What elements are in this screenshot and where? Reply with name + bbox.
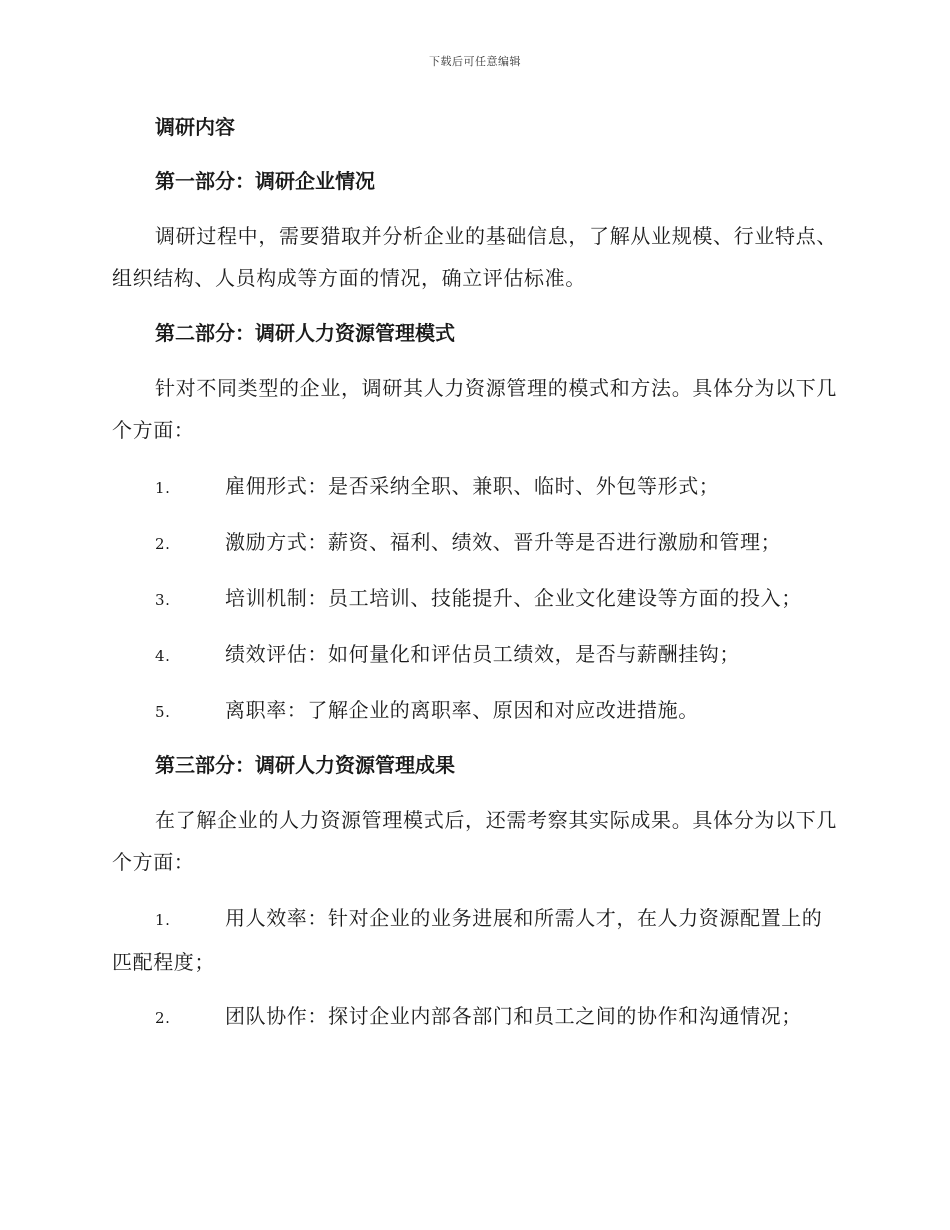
section-2-paragraph: 针对不同类型的企业，调研其人力资源管理的模式和方法。具体分为以下几个方面： xyxy=(112,376,837,442)
list-item-text: 激励方式：薪资、福利、绩效、晋升等是否进行激励和管理； xyxy=(225,530,782,554)
list-item-text: 雇佣形式：是否采纳全职、兼职、临时、外包等形式； xyxy=(225,474,720,498)
list-item xyxy=(112,689,837,733)
list-item xyxy=(112,521,837,565)
section-1-heading: 第一部分：调研企业情况 xyxy=(155,169,375,193)
section-3-paragraph: 在了解企业的人力资源管理模式后，还需考察其实际成果。具体分为以下几个方面： xyxy=(112,808,837,874)
list-item-number: 4. xyxy=(155,647,171,665)
section-1-paragraph: 调研过程中，需要猎取并分析企业的基础信息，了解从业规模、行业特点、组织结构、人员构成等方面的情况，确立评估标准。 xyxy=(112,224,837,290)
list-item xyxy=(112,577,837,621)
list-item-number: 2. xyxy=(155,1009,171,1027)
section-2-heading: 第二部分：调研人力资源管理模式 xyxy=(155,321,455,345)
list-item xyxy=(112,995,837,1039)
list-item xyxy=(112,897,837,983)
list-item-number: 1. xyxy=(155,911,171,929)
list-item-text: 离职率：了解企业的离职率、原因和对应改进措施。 xyxy=(225,698,699,722)
document-title: 调研内容 xyxy=(155,115,235,139)
list-item-number: 3. xyxy=(155,591,171,609)
list-item-number: 1. xyxy=(155,479,171,497)
list-item-number: 5. xyxy=(155,703,171,721)
list-item xyxy=(112,633,837,677)
page-header: 下载后可任意编辑 xyxy=(429,55,521,68)
list-item-text: 团队协作：探讨企业内部各部门和员工之间的协作和沟通情况； xyxy=(225,1004,802,1028)
list-item-text: 培训机制：员工培训、技能提升、企业文化建设等方面的投入； xyxy=(225,586,802,610)
list-item-text: 绩效评估：如何量化和评估员工绩效，是否与薪酬挂钩； xyxy=(225,642,740,666)
list-item-text: 用人效率：针对企业的业务进展和所需人才，在人力资源配置上的匹配程度； xyxy=(112,906,823,974)
section-3-heading: 第三部分：调研人力资源管理成果 xyxy=(155,753,455,777)
list-item xyxy=(112,465,837,509)
list-item-number: 2. xyxy=(155,535,171,553)
document-body xyxy=(112,107,837,1051)
